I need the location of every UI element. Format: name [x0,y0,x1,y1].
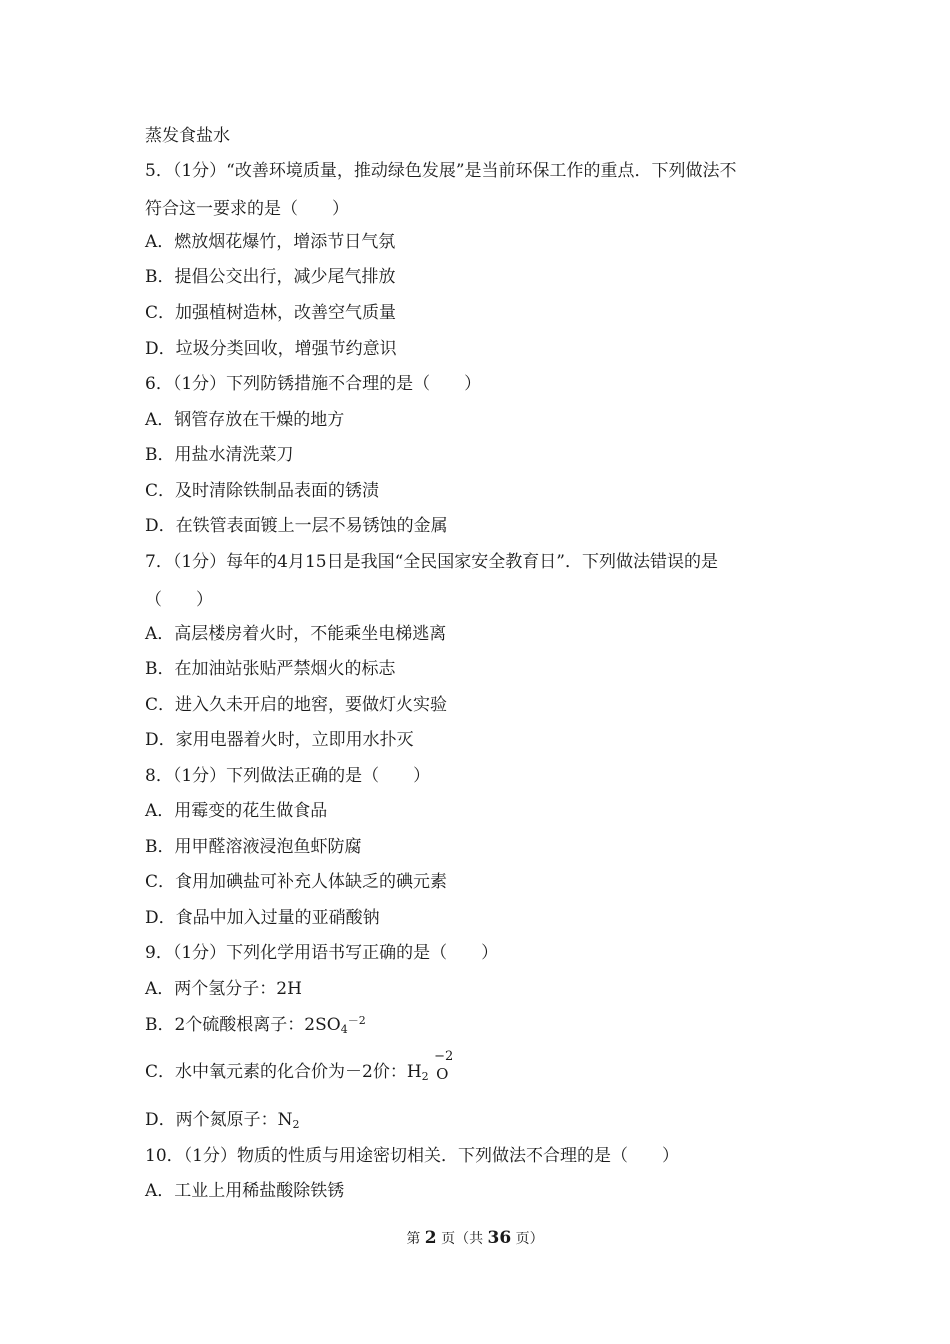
text-line: C．食用加碘盐可补充人体缺乏的碘元素 [145,872,448,892]
option-9b-subscript: 4 [340,1023,348,1036]
option-9b-superscript: －2 [347,1014,366,1027]
text-line: （ ） [145,590,213,610]
text-line: 7．（1分）每年的4月15日是我国“全民国家安全教育日”．下列做法错误的是 [145,552,718,572]
text-line: B．在加油站张贴严禁烟火的标志 [145,659,396,679]
text-line: D．在铁管表面镀上一层不易锈蚀的金属 [145,516,448,536]
text-line: B．提倡公交出行，减少尾气排放 [145,267,396,287]
text-line: 8．（1分）下列做法正确的是（ ） [145,766,431,786]
valence-notation [434,1048,456,1084]
text-line: C．加强植树造林，改善空气质量 [145,303,397,323]
text-line: A．工业上用稀盐酸除铁锈 [145,1181,345,1201]
option-9b-text: B．2个硫酸根离子：2SO [145,1015,341,1035]
text-line: D．垃圾分类回收，增强节约意识 [145,339,397,359]
text-line: A．钢管存放在干燥的地方 [145,410,345,430]
text-line: A．用霉变的花生做食品 [145,801,328,821]
option-9d-text: D．两个氮原子：N [145,1110,293,1130]
footer-total-pages: 36 [487,1228,512,1248]
text-line: D．食品中加入过量的亚硝酸钠 [145,908,380,928]
footer-middle: 页（共 [441,1231,484,1247]
text-line: A．高层楼房着火时，不能乘坐电梯逃离 [145,624,447,644]
valence-element: O [436,1064,449,1083]
text-line: 10．（1分）物质的性质与用途密切相关．下列做法不合理的是（ ） [145,1146,679,1166]
text-line: C．进入久未开启的地窖，要做灯火实验 [145,695,448,715]
text-line: B．用甲醛溶液浸泡鱼虾防腐 [145,837,362,857]
option-9c-text: C．水中氧元素的化合价为－2价：H [145,1062,422,1082]
option-9c [145,1048,456,1084]
footer-page-number: 2 [424,1228,437,1248]
text-line: 9．（1分）下列化学用语书写正确的是（ ） [145,943,499,963]
text-line: C．及时清除铁制品表面的锈渍 [145,481,380,501]
text-line: 5．（1分）“改善环境质量，推动绿色发展”是当前环保工作的重点．下列做法不 [145,161,737,181]
footer-suffix: 页） [515,1231,544,1247]
footer-prefix: 第 [406,1231,421,1247]
text-line: A．两个氢分子：2H [145,979,302,999]
option-9d [145,1109,300,1131]
text-line: D．家用电器着火时，立即用水扑灭 [145,730,414,750]
text-line: 符合这一要求的是（ ） [145,199,349,219]
option-9c-subscript: 2 [421,1070,429,1083]
page-footer [0,1228,950,1249]
option-9b [145,1014,366,1036]
text-line: A．燃放烟花爆竹，增添节日气氛 [145,232,396,252]
text-line: 6．（1分）下列防锈措施不合理的是（ ） [145,374,482,394]
text-line: 蒸发食盐水 [145,126,230,146]
text-line: B．用盐水清洗菜刀 [145,445,294,465]
option-9d-subscript: 2 [292,1118,300,1131]
valence-number: −2 [434,1048,454,1064]
